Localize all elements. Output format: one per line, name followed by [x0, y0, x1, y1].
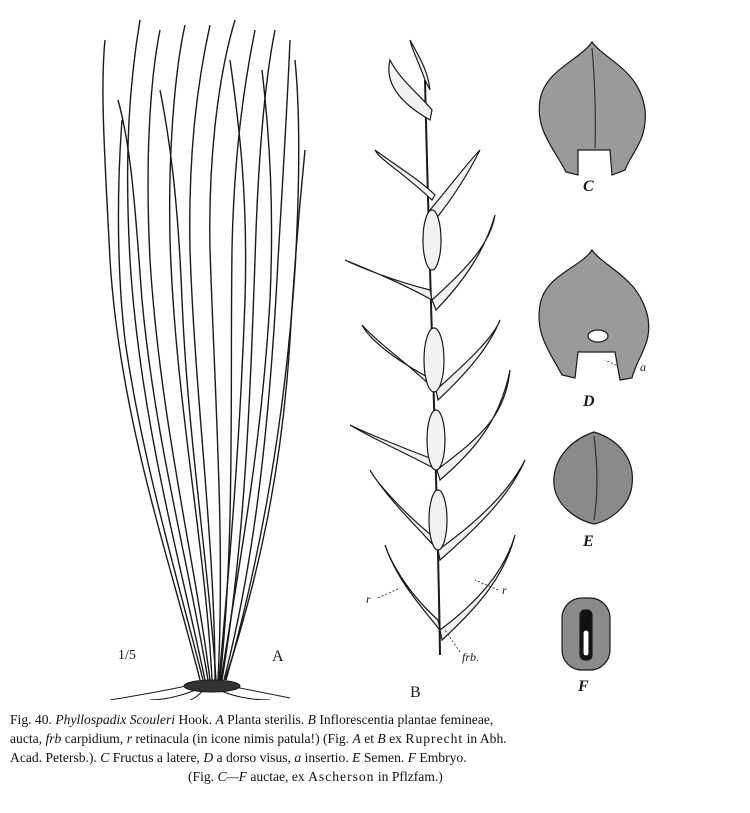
- label-c: C: [583, 178, 594, 195]
- caption-abbrev-frb: frb: [45, 731, 62, 746]
- caption-text: in Pflzfam.): [377, 769, 443, 784]
- caption-letter-a: A: [215, 712, 224, 727]
- plant-drawing-icon: [103, 20, 305, 680]
- fruit-side-icon: [539, 42, 645, 175]
- caption-letter-b: B: [307, 712, 316, 727]
- caption-text: Fructus a latere,: [112, 750, 200, 765]
- label-d: D: [583, 393, 595, 410]
- caption-text: auctae, ex: [250, 769, 305, 784]
- fruit-back-icon: [539, 250, 649, 380]
- inflorescence-drawing-icon: [345, 40, 525, 655]
- caption-text-a: Planta sterilis.: [227, 712, 305, 727]
- roots-drawing: [110, 680, 290, 700]
- caption-abbrev-r: r: [126, 731, 132, 746]
- label-f: F: [578, 678, 589, 695]
- caption-letter: C: [100, 750, 110, 765]
- species-name: Phyllospadix Scouleri: [55, 712, 176, 727]
- caption-text: ex: [389, 731, 402, 746]
- caption-text: Acad. Petersb.).: [10, 750, 97, 765]
- caption-line-3: [10, 748, 744, 767]
- caption-letter: F: [407, 750, 416, 765]
- caption-letter: a: [294, 750, 302, 765]
- caption-text: retinacula (in icone nimis patula!) (Fig.: [135, 731, 350, 746]
- label-r-left: r: [366, 592, 371, 606]
- label-a: A: [272, 648, 284, 665]
- caption-text: a dorso visus,: [216, 750, 291, 765]
- caption-line-2: [10, 729, 744, 748]
- caption-text: insertio.: [304, 750, 349, 765]
- caption-author: Ascherson: [308, 769, 375, 784]
- fig-number: Fig. 40.: [10, 712, 52, 727]
- embryo-icon: [562, 598, 610, 670]
- caption-line-4: [10, 767, 744, 786]
- caption-text: in Abh.: [466, 731, 507, 746]
- label-b: B: [410, 684, 421, 701]
- label-r-right: r: [502, 583, 507, 597]
- label-e: E: [583, 533, 594, 550]
- caption-letter: E: [352, 750, 361, 765]
- caption-author: Ruprecht: [405, 731, 464, 746]
- seed-icon: [554, 432, 633, 524]
- caption-text: Semen.: [363, 750, 405, 765]
- caption-letter: C—F: [217, 769, 247, 784]
- figure-caption: [10, 710, 744, 786]
- caption-letter: A: [352, 731, 361, 746]
- label-frb: frb.: [462, 650, 480, 664]
- caption-letter: D: [203, 750, 214, 765]
- caption-text: aucta,: [10, 731, 43, 746]
- label-a-small: a: [640, 360, 646, 374]
- caption-text: (Fig.: [188, 769, 215, 784]
- caption-text: et: [364, 731, 374, 746]
- caption-line-1: [10, 710, 744, 729]
- caption-text: Embryo.: [419, 750, 467, 765]
- caption-text-b: Inflorescentia plantae femineae,: [319, 712, 494, 727]
- author-abbrev: Hook.: [178, 712, 213, 727]
- scale-label: 1/5: [118, 648, 136, 663]
- caption-letter: B: [377, 731, 386, 746]
- caption-text: carpidium,: [64, 731, 124, 746]
